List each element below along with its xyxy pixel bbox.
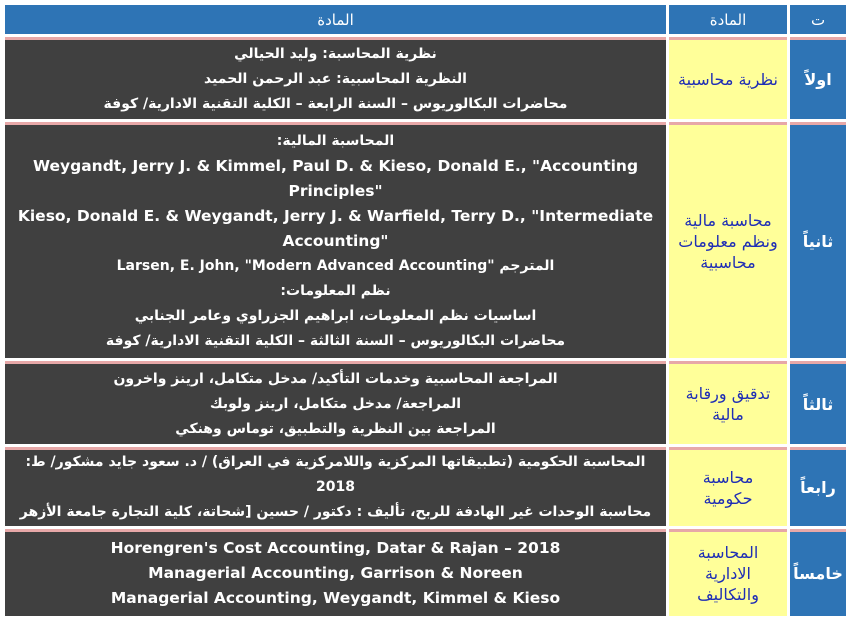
reference-line: محاسبة الوحدات غير الهادفة للربح، تأليف : دكتور / حسين [شحاتة، كلية التجارة جامعة الأزهر	[19, 504, 652, 521]
reference-line: Kieso, Donald E. & Weygandt, Jerry J. & Warfield, Terry D., "Intermediate Accounting"	[17, 207, 654, 251]
reference-line: المراجعة المحاسبية وخدمات التأكيد/ مدخل متكامل، ارينز واخرون	[113, 370, 558, 387]
header-row	[5, 5, 846, 34]
table-row	[5, 361, 846, 444]
row-subject	[669, 361, 787, 444]
reference-line: محاضرات البكالوريوس – السنة الرابعة – الكلية التقنية الادارية/ كوفة	[103, 96, 568, 113]
reference-line: المحاسبة الحكومية (تطبيقاتها المركزية واللامركزية في العراق) / د. سعود جايد مشكور/ ط: 2018	[25, 454, 646, 496]
row-subject	[669, 447, 787, 526]
table-row	[5, 37, 846, 119]
reference-line: المترجم "Larsen, E. John, "Modern Advanced Accounting	[116, 258, 555, 275]
row-number: ثانياً	[790, 122, 846, 358]
row-references	[5, 37, 666, 119]
row-number: رابعاً	[790, 447, 846, 526]
row-subject	[669, 529, 787, 616]
subject-label: المحاسبة الادارية والتكاليف	[697, 543, 759, 605]
reference-line: Weygandt, Jerry J. & Kimmel, Paul D. & Kieso, Donald E., "Accounting Principles"	[32, 157, 639, 201]
row-references	[5, 361, 666, 444]
reference-line: نظرية المحاسبة: وليد الحيالي	[234, 46, 437, 63]
reference-line: Managerial Accounting, Garrison & Noreen	[148, 564, 523, 583]
subject-label: محاسبة مالية ونظم معلومات محاسبية	[678, 211, 778, 273]
syllabus-table	[2, 2, 849, 619]
row-subject	[669, 122, 787, 358]
reference-line: نظم المعلومات:	[280, 283, 391, 300]
reference-line: المراجعة/ مدخل متكامل، ارينز ولوبك	[209, 395, 462, 412]
reference-line: اساسيات نظم المعلومات، ابراهيم الجزراوي وعامر الجنابي	[134, 308, 537, 325]
subject-label: محاسبة حكومية	[702, 467, 754, 508]
row-subject	[669, 37, 787, 119]
row-number: اولاً	[790, 37, 846, 119]
reference-line: النظرية المحاسبية: عبد الرحمن الحميد	[204, 71, 467, 88]
reference-line: المحاسبة المالية:	[276, 133, 395, 150]
header-number: ت	[790, 5, 846, 34]
row-number: ثالثاً	[790, 361, 846, 444]
table-row	[5, 447, 846, 526]
row-number: خامساً	[790, 529, 846, 616]
subject-label: نظرية محاسبية	[678, 70, 778, 90]
reference-line: Managerial Accounting, Weygandt, Kimmel & Kieso	[110, 589, 561, 608]
table-row	[5, 122, 846, 358]
table-row	[5, 529, 846, 616]
reference-line: محاضرات البكالوريوس – السنة الثالثة – الكلية التقنية الادارية/ كوفة	[105, 333, 566, 350]
reference-line: المراجعة بين النظرية والتطبيق، توماس وهنكي	[175, 420, 496, 437]
row-references	[5, 529, 666, 616]
row-references	[5, 447, 666, 526]
reference-line: Horengren's Cost Accounting, Datar & Rajan – 2018	[110, 539, 561, 558]
subject-label: تدقيق ورقابة مالية	[685, 384, 771, 425]
header-references: المادة	[5, 5, 666, 34]
row-references	[5, 122, 666, 358]
header-subject: المادة	[669, 5, 787, 34]
